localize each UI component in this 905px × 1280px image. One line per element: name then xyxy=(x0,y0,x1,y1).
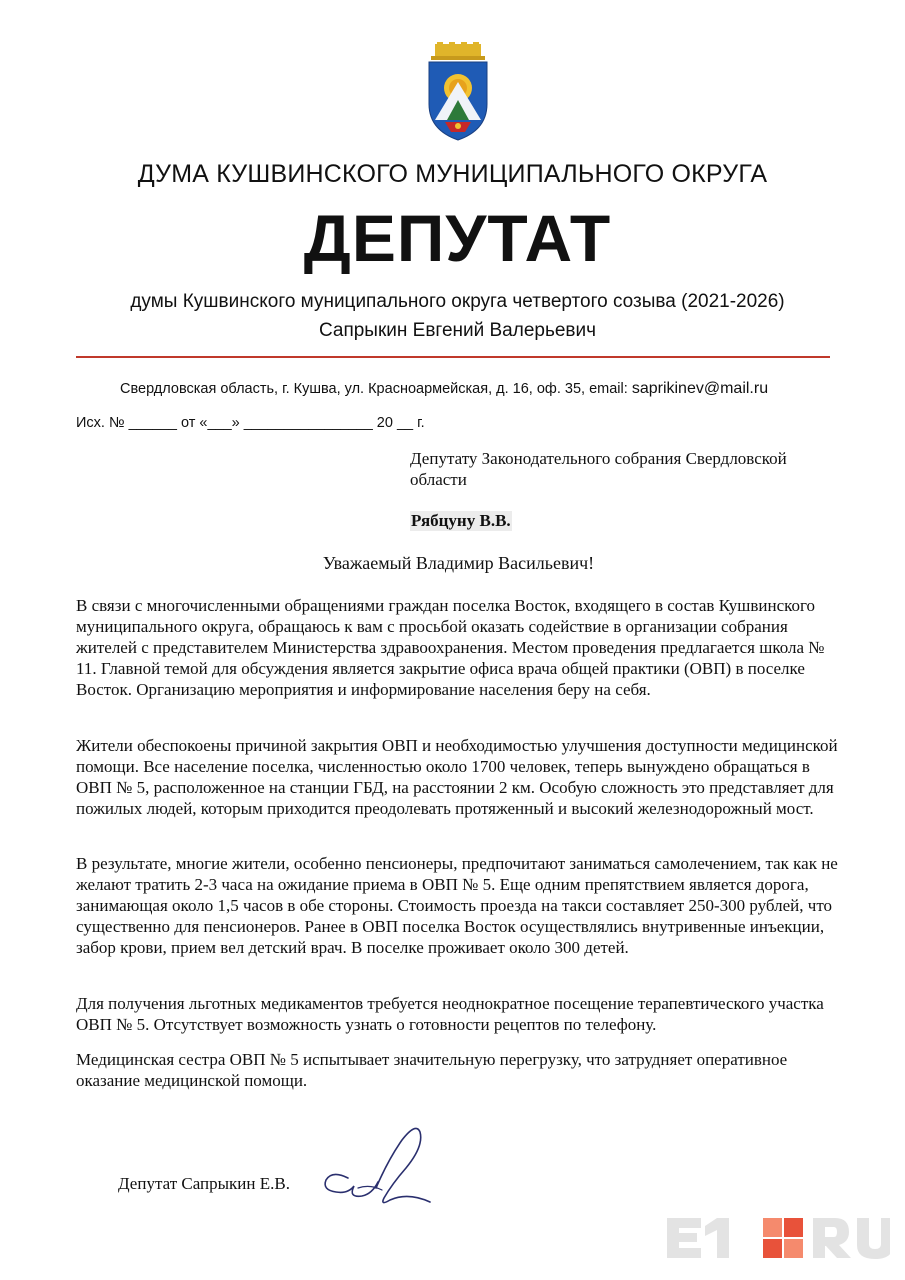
body-paragraph: В результате, многие жители, особенно пенсионеры, предпочитают заниматься самолечением, так как не желают тратить 2-3 часа на ожидание приема в ОВП № 5. Еще одним препятствием является дорога, занимающая около 1,5 часов в обе стороны. Стоимость проезда на такси составляет 250-300 рублей, что существенно для пенсионеров. Ранее в ОВП поселка Восток осуществлялись внутривенные инъекции, забор крови, прием вел детский врач. В поселке проживает около 300 детей. xyxy=(76,854,838,957)
recipient-title: Депутату Законодательного собрания Свердловской области xyxy=(410,449,787,489)
body-paragraph: Жители обеспокоены причиной закрытия ОВП и необходимостью улучшения доступности медицинской помощи. Все население поселка, численностью около 1700 человек, теперь вынуждено обращаться в ОВП № 5, расположенное на станции ГБД, на расстоянии 2 км. Особую сложность это представляет для пожилых людей, которым приходится преодолевать протяженный и высокий железнодорожный мост. xyxy=(76,736,838,818)
email-address: saprikinev@mail.ru xyxy=(631,380,769,397)
address-text: Свердловская область, г. Кушва, ул. Красноармейская, д. 16, оф. 35, email: xyxy=(120,381,632,397)
salutation: Уважаемый Владимир Васильевич! xyxy=(322,553,595,573)
recipient-name: Рябцуну В.В. xyxy=(411,511,511,530)
deputy-name: Сапрыкин Евгений Валерьевич xyxy=(318,320,597,341)
e1-ru-logo-icon xyxy=(665,1212,890,1262)
organization-name: ДУМА КУШВИНСКОГО МУНИЦИПАЛЬНОГО ОКРУГА xyxy=(137,160,768,188)
body-paragraph: Для получения льготных медикаментов требуется неоднократное посещение терапевтического участка ОВП № 5. Отсутствует возможность узнать о готовности рецептов по телефону. xyxy=(76,994,824,1034)
address-line xyxy=(120,380,768,398)
handwritten-signature-icon xyxy=(318,1118,448,1213)
coat-of-arms-icon xyxy=(425,42,491,142)
subtitle: думы Кушвинского муниципального округа четвертого созыва (2021-2026) xyxy=(130,291,785,312)
body-paragraph: В связи с многочисленными обращениями граждан поселка Восток, входящего в состав Кушвинского муниципального округа, обращаюсь к вам с просьбой оказать содействие в организации собрания жителей с представителем Министерства здравоохранения. Местом проведения предлагается школа № 11. Главной темой для обсуждения является закрытие офиса врача общей практики (ОВП) в поселке Восток. Организацию мероприятия и информирование населения беру на себя. xyxy=(76,596,825,699)
outgoing-number-line: Исх. № ______ от «___» ________________ 20 __ г. xyxy=(76,415,425,431)
document-title: ДЕПУТАТ xyxy=(303,201,612,275)
signature-label: Депутат Сапрыкин Е.В. xyxy=(118,1174,290,1193)
body-paragraph: Медицинская сестра ОВП № 5 испытывает значительную перегрузку, что затрудняет оперативное оказание медицинской помощи. xyxy=(76,1050,788,1090)
header-divider xyxy=(76,356,830,358)
